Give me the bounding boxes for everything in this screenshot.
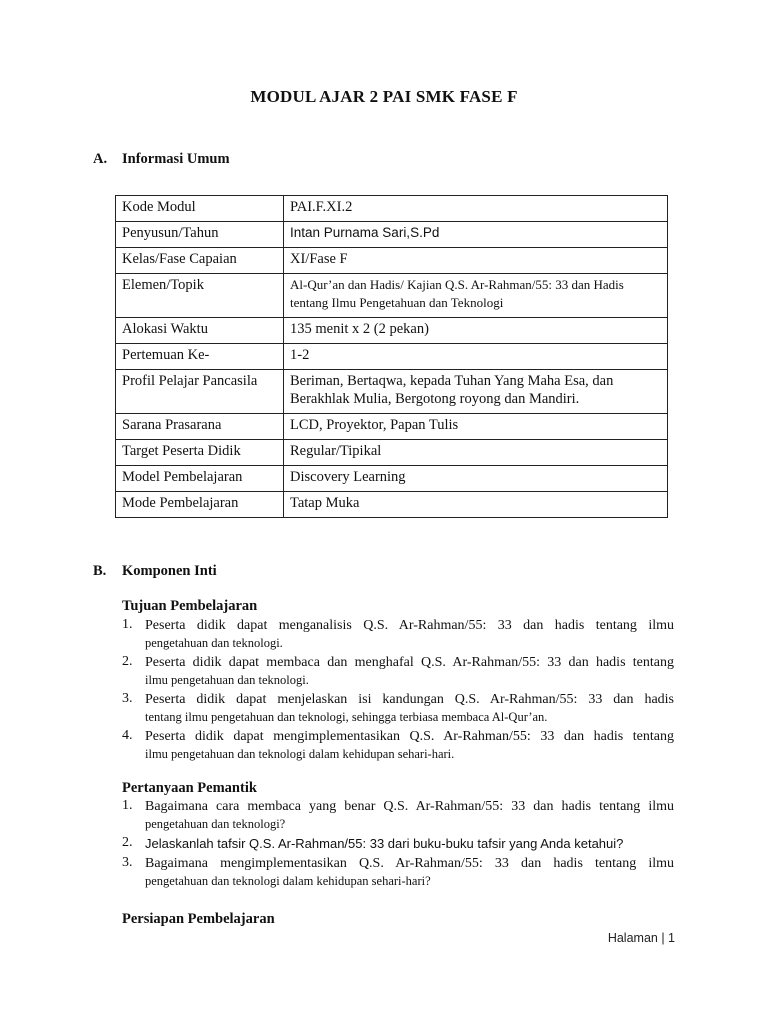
list-item bbox=[122, 617, 674, 652]
list-text: pengetahuan dan teknologi? bbox=[145, 817, 286, 831]
table-row bbox=[116, 414, 668, 440]
table-value: PAI.F.XI.2 bbox=[284, 196, 668, 222]
table-row bbox=[116, 344, 668, 370]
tujuan-heading: Tujuan Pembelajaran bbox=[122, 598, 258, 614]
list-item bbox=[122, 728, 674, 763]
persiapan-heading: Persiapan Pembelajaran bbox=[122, 911, 275, 927]
table-value: LCD, Proyektor, Papan Tulis bbox=[284, 414, 668, 440]
list-text: ilmu pengetahuan dan teknologi dalam kehidupan sehari-hari. bbox=[145, 747, 455, 761]
table-value: 135 menit x 2 (2 pekan) bbox=[284, 318, 668, 344]
table-key: Model Pembelajaran bbox=[116, 466, 284, 492]
list-item bbox=[122, 835, 674, 853]
list-text: Peserta didik dapat mengimplementasikan Q.S. Ar-Rahman/55: 33 dan hadis tentang bbox=[145, 729, 674, 744]
table-row bbox=[116, 318, 668, 344]
table-value: XI/Fase F bbox=[284, 248, 668, 274]
table-value: Al-Qur’an dan Hadis/ Kajian Q.S. Ar-Rahman/55: 33 dan Hadis tentang Ilmu Pengetahuan dan Teknologi bbox=[284, 274, 668, 318]
list-text: Peserta didik dapat menjelaskan isi kandungan Q.S. Ar-Rahman/55: 33 dan hadis bbox=[145, 692, 674, 707]
table-key: Kelas/Fase Capaian bbox=[116, 248, 284, 274]
list-text: Jelaskanlah tafsir Q.S. Ar-Rahman/55: 33 dari buku-buku tafsir yang Anda ketahui? bbox=[145, 836, 624, 851]
list-number: 4. bbox=[122, 728, 133, 743]
tujuan-list bbox=[122, 617, 674, 765]
table-key: Sarana Prasarana bbox=[116, 414, 284, 440]
table-row bbox=[116, 274, 668, 318]
list-text: Peserta didik dapat menganalisis Q.S. Ar-Rahman/55: 33 dan hadis tentang ilmu bbox=[145, 618, 674, 633]
section-b-heading bbox=[93, 563, 217, 580]
table-key: Mode Pembelajaran bbox=[116, 492, 284, 518]
table-key: Alokasi Waktu bbox=[116, 318, 284, 344]
pertanyaan-heading: Pertanyaan Pemantik bbox=[122, 780, 257, 796]
table-value: Regular/Tipikal bbox=[284, 440, 668, 466]
table-key: Kode Modul bbox=[116, 196, 284, 222]
list-text: Peserta didik dapat membaca dan menghafal Q.S. Ar-Rahman/55: 33 dan hadis tentang bbox=[145, 655, 674, 670]
list-text: ilmu pengetahuan dan teknologi. bbox=[145, 673, 309, 687]
table-value: Intan Purnama Sari,S.Pd bbox=[284, 222, 668, 248]
table-value: 1-2 bbox=[284, 344, 668, 370]
table-row bbox=[116, 248, 668, 274]
section-a-heading bbox=[93, 151, 230, 168]
table-row bbox=[116, 196, 668, 222]
list-text: tentang ilmu pengetahuan dan teknologi, sehingga terbiasa membaca Al-Qur’an. bbox=[145, 710, 548, 724]
table-row bbox=[116, 440, 668, 466]
list-number: 3. bbox=[122, 691, 133, 706]
info-table bbox=[115, 195, 668, 518]
table-value: Tatap Muka bbox=[284, 492, 668, 518]
list-number: 1. bbox=[122, 798, 133, 813]
section-b-title: Komponen Inti bbox=[122, 563, 217, 579]
page-footer: Halaman | 1 bbox=[607, 931, 675, 945]
table-value: Discovery Learning bbox=[284, 466, 668, 492]
table-row bbox=[116, 370, 668, 414]
list-item bbox=[122, 691, 674, 726]
table-key: Penyusun/Tahun bbox=[116, 222, 284, 248]
list-text: pengetahuan dan teknologi dalam kehidupan sehari-hari? bbox=[145, 874, 431, 888]
list-item bbox=[122, 798, 674, 833]
list-number: 2. bbox=[122, 835, 133, 850]
table-value: Beriman, Bertaqwa, kepada Tuhan Yang Maha Esa, dan Berakhlak Mulia, Bergotong royong dan Mandiri. bbox=[284, 370, 668, 414]
pertanyaan-list bbox=[122, 798, 674, 892]
table-key: Target Peserta Didik bbox=[116, 440, 284, 466]
table-row bbox=[116, 492, 668, 518]
table-row bbox=[116, 222, 668, 248]
list-item bbox=[122, 654, 674, 689]
list-text: Bagaimana cara membaca yang benar Q.S. Ar-Rahman/55: 33 dan hadis tentang ilmu bbox=[145, 799, 674, 814]
table-key: Elemen/Topik bbox=[116, 274, 284, 318]
table-key: Pertemuan Ke- bbox=[116, 344, 284, 370]
section-a-title: Informasi Umum bbox=[122, 151, 230, 167]
section-a-label: A. bbox=[93, 151, 108, 167]
document-title: MODUL AJAR 2 PAI SMK FASE F bbox=[250, 87, 518, 106]
table-row bbox=[116, 466, 668, 492]
list-text: pengetahuan dan teknologi. bbox=[145, 636, 283, 650]
list-number: 1. bbox=[122, 617, 133, 632]
list-number: 3. bbox=[122, 855, 133, 870]
list-text: Bagaimana mengimplementasikan Q.S. Ar-Rahman/55: 33 dan hadis tentang ilmu bbox=[145, 856, 674, 871]
section-b-label: B. bbox=[93, 563, 107, 579]
list-number: 2. bbox=[122, 654, 133, 669]
table-key: Profil Pelajar Pancasila bbox=[116, 370, 284, 414]
list-item bbox=[122, 855, 674, 890]
